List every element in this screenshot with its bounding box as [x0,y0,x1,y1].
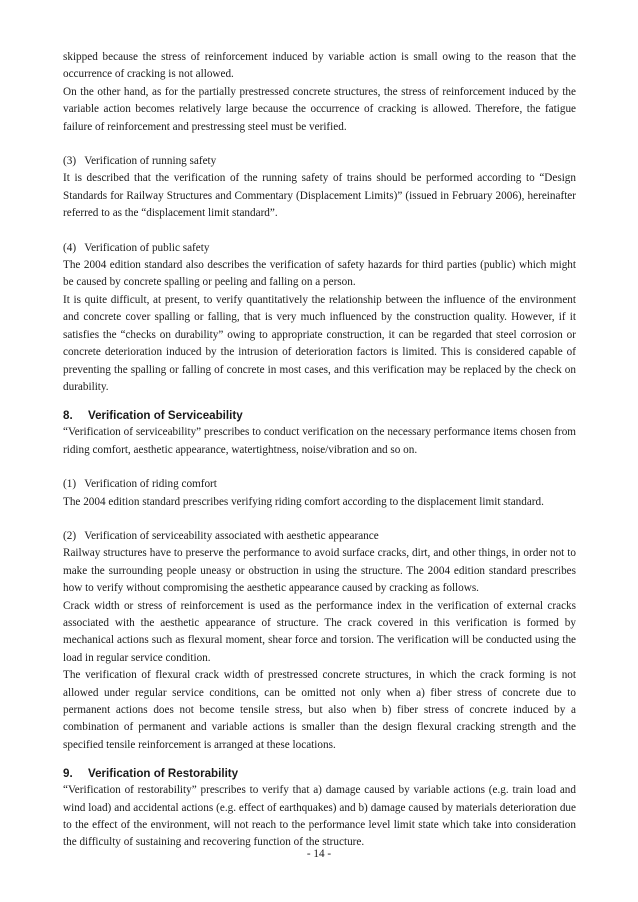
paragraph: It is quite difficult, at present, to verify quantitatively the relationship between the influence of the environment and concrete cover spalling or falling, that is very much influenced by the construction quality. However, if it satisfies the “checks on durability” owing to appropriate construction, it can be regarded that steel corrosion or concrete deterioration induced by the intrusion of deterioration factors is limited. This is considered capable of preventing the spalling or falling of concrete in most cases, and this verification may be replaced by the check on durability. [63,293,576,393]
paragraph: skipped because the stress of reinforcement induced by variable action is small owing to the reason that the occurrence of cracking is not allowed. [63,51,576,81]
paragraph: On the other hand, as for the partially prestressed concrete structures, the stress of reinforcement induced by the variable action becomes relatively large because the occurrence of cracking is allowed. Therefore, the fatigue failure of reinforcement and prestressing steel must be verified. [63,85,576,133]
page-number: - 14 - [306,848,332,860]
section-number: 8. [63,409,73,423]
subsection-title: (3) Verification of running safety [63,155,217,168]
subsection-title: (2) Verification of serviceability associated with aesthetic appearance [63,529,379,542]
section-heading [63,407,576,424]
section-title: Verification of Restorability [88,767,239,781]
section-title: Verification of Serviceability [88,409,243,423]
page-body [63,49,576,852]
subsection-title: (4) Verification of public safety [63,241,210,254]
paragraph: “Verification of serviceability” prescribes to conduct verification on the necessary performance items chosen from riding comfort, aesthetic appearance, watertightness, noise/vibration and so on. [63,426,576,456]
paragraph: “Verification of restorability” prescribes to verify that a) damage caused by variable actions (e.g. train load and wind load) and accidental actions (e.g. effect of earthquakes) and b) damage caused by materials deterioration due to the effect of the environment, will not reach to the performance level limit state which take into consideration the difficulty of sustaining and recovering function of the structure. [63,784,576,849]
section-number: 9. [63,767,73,781]
paragraph: It is described that the verification of the running safety of trains should be performed according to “Design Standards for Railway Structures and Commentary (Displacement Limits)” (issued in February 2006), hereinafter referred to as the “displacement limit standard”. [63,172,576,220]
paragraph: The 2004 edition standard prescribes verifying riding comfort according to the displacement limit standard. [63,495,544,508]
section-heading [63,765,576,782]
paragraph: Railway structures have to preserve the performance to avoid surface cracks, dirt, and other things, in order not to make the surrounding people uneasy or obstruction in using the structure. The 2004 edition standard prescribes how to verify without compromising the aesthetic appearance caused by cracking as follows. [63,547,576,595]
subsection-title: (1) Verification of riding comfort [63,478,217,491]
paragraph: Crack width or stress of reinforcement is used as the performance index in the verification of external cracks associated with the aesthetic appearance of structure. The crack covered in this verification is formed by mechanical actions such as flexural moment, shear force and torsion. The verification will be conducted using the load in regular service condition. [63,599,576,664]
paragraph: The 2004 edition standard also describes the verification of safety hazards for third parties (public) which might be caused by concrete spalling or peeling and falling on a person. [63,259,576,289]
paragraph: The verification of flexural crack width of prestressed concrete structures, in which the crack forming is not allowed under regular service conditions, can be omitted not only when a) fiber stress of concrete due to permanent actions does not become tensile stress, but also when b) fiber stress of concrete induced by a combination of permanent and variable actions is smaller than the design flexural cracking strength and the specified tensile reinforcement is arranged at these locations. [63,669,576,751]
